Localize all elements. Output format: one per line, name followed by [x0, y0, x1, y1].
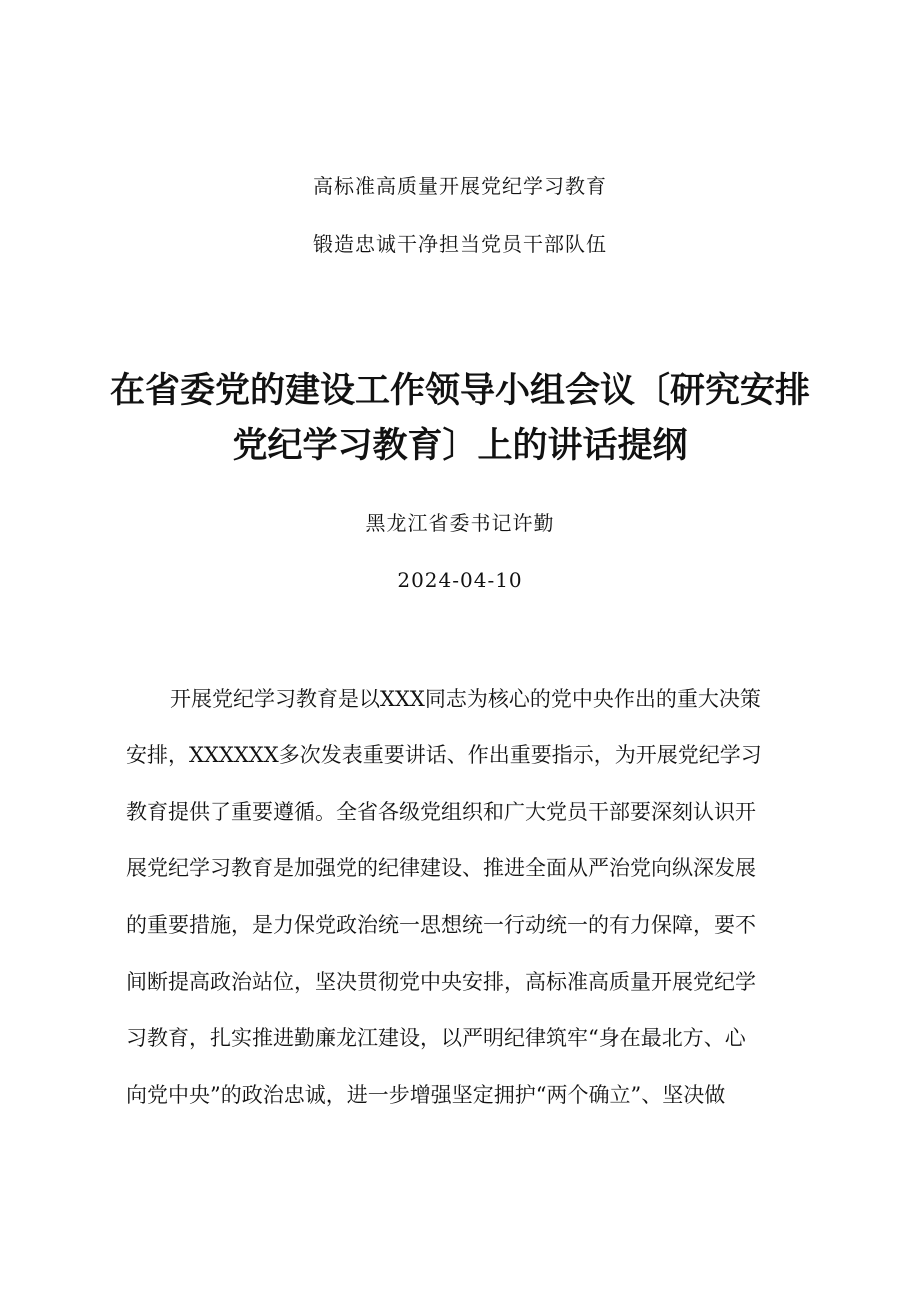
- body-line-8: 向党中央”的政治忠诚，进一步增强坚定拥护“两个确立”、坚决做: [126, 1083, 726, 1107]
- title-line-2: 党纪学习教育〕上的讲话提纲: [232, 426, 688, 466]
- body-line-2: 安排，XXXXXX多次发表重要讲话、作出重要指示，为开展党纪学习: [126, 743, 762, 767]
- title-line-1: 在省委党的建设工作领导小组会议〔研究安排: [110, 371, 811, 411]
- subtitle-line-2: 锻造忠诚干净担当党员干部队伍: [313, 232, 607, 256]
- body-line-4: 展党纪学习教育是加强党的纪律建设、推进全面从严治党向纵深发展: [126, 856, 756, 880]
- body-line-1: 开展党纪学习教育是以XXX同志为核心的党中央作出的重大决策: [170, 687, 761, 711]
- subtitle-line-1: 高标准高质量开展党纪学习教育: [313, 174, 607, 198]
- date-line: 2024-04-10: [397, 568, 523, 592]
- body-line-6: 间断提高政治站位，坚决贯彻党中央安排，高标准高质量开展党纪学: [126, 970, 756, 994]
- body-line-5: 的重要措施，是力保党政治统一思想统一行动统一的有力保障，要不: [126, 913, 756, 937]
- body-line-7: 习教育，扎实推进勤廉龙江建设，以严明纪律筑牢“身在最北方、心: [126, 1026, 746, 1050]
- author-line: 黑龙江省委书记许勤: [365, 511, 555, 535]
- body-line-3: 教育提供了重要遵循。全省各级党组织和广大党员干部要深刻认识开: [126, 800, 756, 824]
